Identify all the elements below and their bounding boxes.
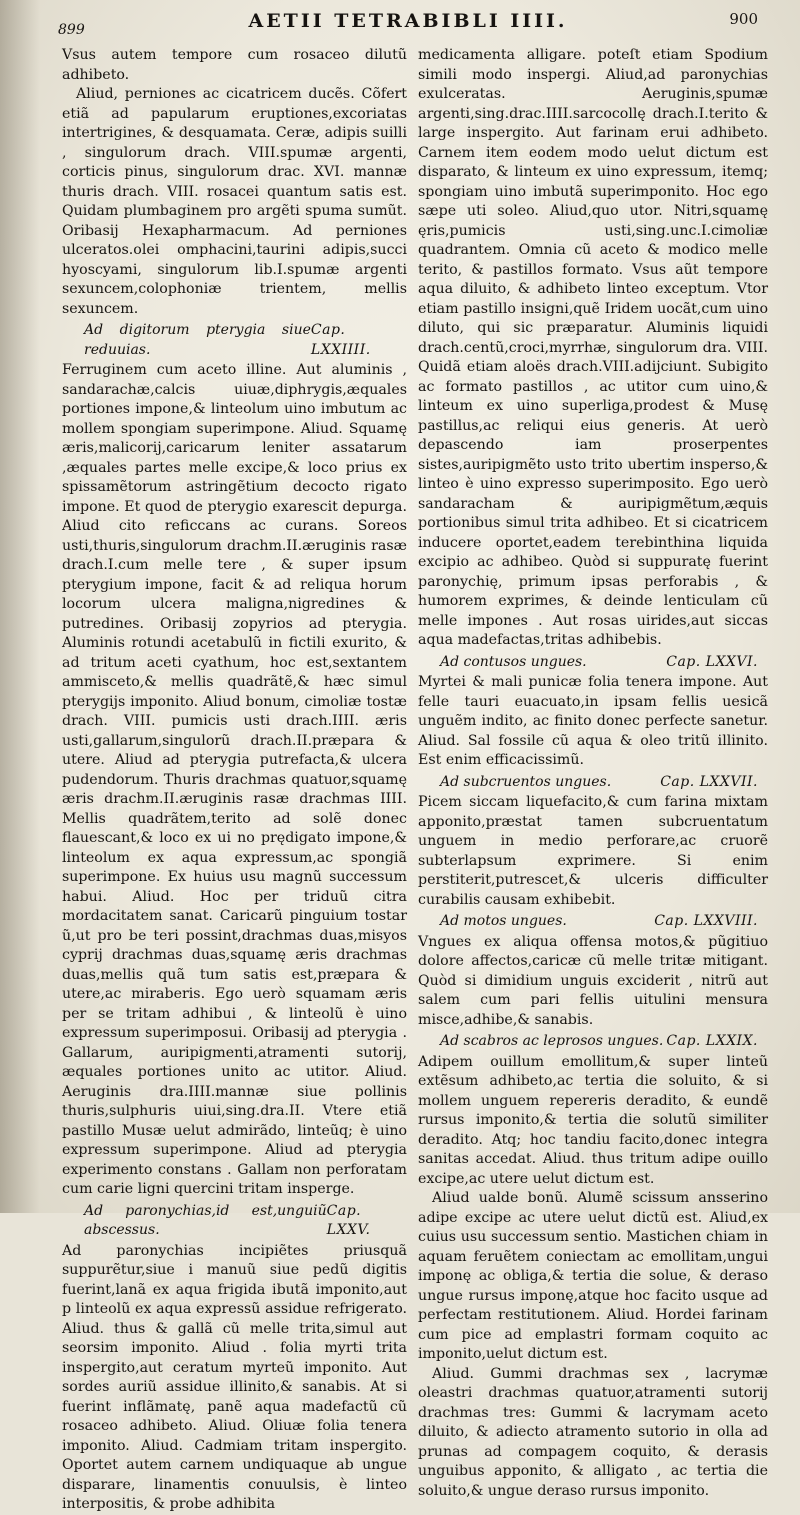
chapter-number: Cap. LXXVII. xyxy=(660,773,758,790)
chapter-number: Cap. LXXIIII. xyxy=(310,322,371,358)
paragraph: Vsus autem tempore cum rosaceo dilutũ adhibeto. xyxy=(62,47,407,83)
chapter-title: Ad scabros ac leprosos ungues. xyxy=(440,1033,664,1049)
gutter-shadow xyxy=(0,0,40,1213)
paragraph: Myrtei & mali punicæ folia tenera impone. Aut felle tauri euacuato,in ipsam fellis uesicã unguẽm indito, ac finito donec perfecte sanetur. Aliud. Sal fossile cũ aqua & oleo tritũ illinito. Est enim efficacissimũ. xyxy=(418,674,768,768)
paragraph: Adipem ouillum emollitum,& super linteũ extẽsum adhibeto,ac tertia die soluito, & si mollem unguem repereris deradito, & eundẽ rursus imponito,& tertia die solutũ similiter deradito. Atq; hoc tandiu facito,donec integra sanitas accedat. Aliud. thus tritum adipe ouillo excipe,ac utere uelut dictum est. xyxy=(418,1053,768,1187)
paragraph: Aliud, perniones ac cicatricem ducẽs. Cõfert etiã ad papularum eruptiones,excoriatas intertrigines, & desquamata. Ceræ, adipis suilli , singulorum drach. VIII.spumæ argenti, corticis pinus, singulorum drac. XVI. mannæ thuris drach. VIII. rosacei quantum satis est. Quidam plumbaginem pro argẽti spuma sumũt. Oribasij Hexapharmacum. Ad perniones ulceratos.olei omphacini,taurini adipis,succi hyoscyami, singulorum lib.I.spumæ argenti sexuncem,colophoniæ trientem, mellis sexuncem. xyxy=(62,86,407,317)
page-number-left: 899 xyxy=(58,22,85,38)
page-number-right: 900 xyxy=(729,10,758,28)
paragraph: Ad paronychias incipiẽtes priusquã suppurẽtur,siue i manuũ siue pedũ digitis fuerint,lanã ex aqua frigida ibutã imponito,aut p linteolũ ex aqua expressũ assidue refrigerato. Aliud. thus & gallã cũ melle trita,simul aut seorsim imponito. Aliud . folia myrti trita inspergito,aut ceratum myrteũ imponito. Aut sordes auriũ assidue illinito,& sanabis. At si fuerint inflãmatę, panẽ aqua madefactũ cũ rosaceo adhibeto. Aliud. Oliuæ folia tenera imponito. Aliud. Cadmiam tritam inspergito. Oportet autem carnem undiquaque ab ungue disparare, linamentis conuulsis, è linteo interpositis, & probe adhibita xyxy=(62,1242,407,1512)
chapter-heading xyxy=(62,1202,407,1241)
paragraph: Vngues ex aliqua offensa motos,& pũgitiuo dolore affectos,caricæ cũ melle tritæ mitigant. Quòd si dimidium unguis exciderit , nitrũ aut salem cum pari fellis uitulini mensura misce,adhibe,& sanabis. xyxy=(418,933,768,1028)
chapter-heading xyxy=(418,1032,768,1052)
page-header xyxy=(58,8,758,38)
chapter-title: Ad digitorum pterygia siue reduuias. xyxy=(84,322,311,358)
paragraph: Aliud. Gummi drachmas sex , lacrymæ oleastri drachmas quatuor,atramenti sutorij drachmas tres: Gummi & lacrymam aceto diluito, & adiecto atramento sutorio in olla ad prunas ad compagem coquito, & derasis unguibus apponito, & alligato , ac tertia die soluito,& ungue deraso rursus imponito. xyxy=(418,1365,768,1499)
running-title: AETII TETRABIBLI IIII. xyxy=(248,10,568,32)
chapter-title: Ad subcruentos ungues. xyxy=(440,773,612,790)
paragraph: Picem siccam liquefacito,& cum farina mixtam apponito,præstat tamen subcruentatum unguem in medio perforare,ac cruorẽ subterlapsum exprimere. Si enim perstiterit,putrescet,& ulceris difficulter curabilis causam exhibebit. xyxy=(418,794,768,908)
paragraph: Aliud ualde bonũ. Alumẽ scissum ansserino adipe excipe ac utere uelut dictũ est. Aliud,ex cuius usu successum sentio. Mastichen chiam in aquam feruẽtem coniectam ac emollitam,ungui imponę ac obliga,& tertia die solue, & deraso ungue rursus imponę,atque hoc facito usque ad perfectam restitutionem. Aliud. Hordei farinam cum pice ad emplastri formam coquito ac imponito,uelut dictum est. xyxy=(418,1190,768,1362)
chapter-number: Cap. LXXIX. xyxy=(666,1033,758,1049)
right-column xyxy=(418,46,768,1499)
chapter-number: Cap. LXXV. xyxy=(326,1202,371,1238)
chapter-number: Cap. LXXVIII. xyxy=(654,913,758,929)
chapter-heading xyxy=(62,321,407,360)
chapter-heading xyxy=(418,773,768,793)
chapter-title: Ad contusos ungues. xyxy=(440,653,587,670)
chapter-title: Ad paronychias,id est,unguiũ abscessus. xyxy=(84,1202,327,1238)
chapter-title: Ad motos ungues. xyxy=(440,913,567,929)
chapter-number: Cap. LXXVI. xyxy=(666,653,758,670)
chapter-heading xyxy=(418,653,768,673)
chapter-heading xyxy=(418,912,768,932)
paragraph: medicamenta alligare. poteſt etiam Spodium simili modo inspergi. Aliud,ad paronychias exulceratas. Aeruginis,spumæ argenti,sing.drac.IIII.sarcocollę drach.I.terito & large inspergito. Aut farinam erui adhibeto. Carnem item eodem modo uelut dictum est disparato, & linteum ex uino expressum, itemq; spongiam uino imbutã superimponito. Hoc ego sæpe uti soleo. Aliud,quo utor. Nitri,squamę ęris,pumicis usti,sing.unc.I.cimoliæ quadrantem. Omnia cũ aceto & modico melle terito, & pastillos formato. Vsus aũt tempore aqua diluito, & adhibeto linteo exceptum. Vtor etiam pastillo insigni,quẽ Iridem uocãt,cum uino diluto, qui sic præparatur. Aluminis liquidi drach.centũ,croci,myrrhæ, singulorum dra. VIII. Quidã etiam aloës drach.VIII.adijciunt. Subigito ac formato pastillos , ac utitor cum uino,& linteum ex uino superliga,prodest & Musę pastillus,ac reliqui eius generis. At uerò depascendo iam proserpentes sistes,auripigmẽto usto trito ubertim insperso,& linteo è uino expresso superimposito. Ego uerò sandaracham & auripigmẽtum,æquis portionibus simul trita adhibeo. Et si cicatricem inducere oportet,eadem terebinthina liquida excipio ac adhibeo. Quòd si suppuratę fuerint paronychię, primum ipsas perforabis , & humorem exprimes, & deinde lenticulam cũ melle impones . Aut rosas uirides,aut siccas aqua madefactas,tritas adhibebis. xyxy=(418,47,768,648)
paragraph: Ferruginem cum aceto illine. Aut aluminis , sandarachæ,calcis uiuæ,diphrygis,æquales portiones impone,& linteolum uino imbutum ac mollem spongiam superimpone. Aliud. Squamę æris,malicorij,caricarum leniter assatarum ,æquales partes melle excipe,& loco prius ex spissamẽtorum astringẽtium decocto rigato impone. Et quod de pterygio exarescit depurga. Aliud cito reficcans ac curans. Soreos usti,thuris,singulorum drachm.II.æruginis rasæ drach.I.cum melle tere , & super ipsum pterygium impone, facit & ad reliqua horum locorum ulcera maligna,nigredines & putredines. Oribasij zopyrios ad pterygia. Aluminis rotundi acetabulũ in fictili exurito, & ad tritum aceti cyathum, hoc est,sextantem ammisceto,& mellis quadrãtẽ,& hæc simul pterygijs imponito. Aliud bonum, cimoliæ tostæ drach. VIII. pumicis usti drach.IIII. æris usti,gallarum,singulorũ drach.II.præpara & utere. Aliud ad pterygia putrefacta,& ulcera pudendorum. Thuris drachmas quatuor,squamę æris drachm.II.æruginis rasæ drachmas IIII. Mellis quadrãtem,terito ad solẽ donec flauescant,& loco ex ui no prędigato impone,& linteolum ex aqua expressum,ac spongiã superimpone. Ex huius usu magnũ successum habui. Aliud. Hoc per triduũ citra mordacitatem sanat. Caricarũ pinguium tostar ũ,ut pro be teri possint,drachmas duas,misyos cyprij drachmas duas,squamę æris drachmas duas,mellis quã tum satis est,præpara & utere,ac miraberis. Ego uerò squamam æris per se tritam adhibui , & linteolũ è uino expressum superimposui. Oribasij ad pterygia . Gallarum, auripigmenti,atramenti sutorij, æquales portiones unito ac utitor. Aliud. Aeruginis dra.IIII.mannæ siue pollinis thuris,sulphuris uiui,sing.dra.II. Vtere etiã pastillo Musæ uelut admirãdo, linteũq; è uino expressum superimpone. Aliud ad pterygia experimento constans . Gallam non perforatam cum carie ligni quercini tritam insperge. xyxy=(62,362,407,1197)
left-column xyxy=(62,46,407,1512)
